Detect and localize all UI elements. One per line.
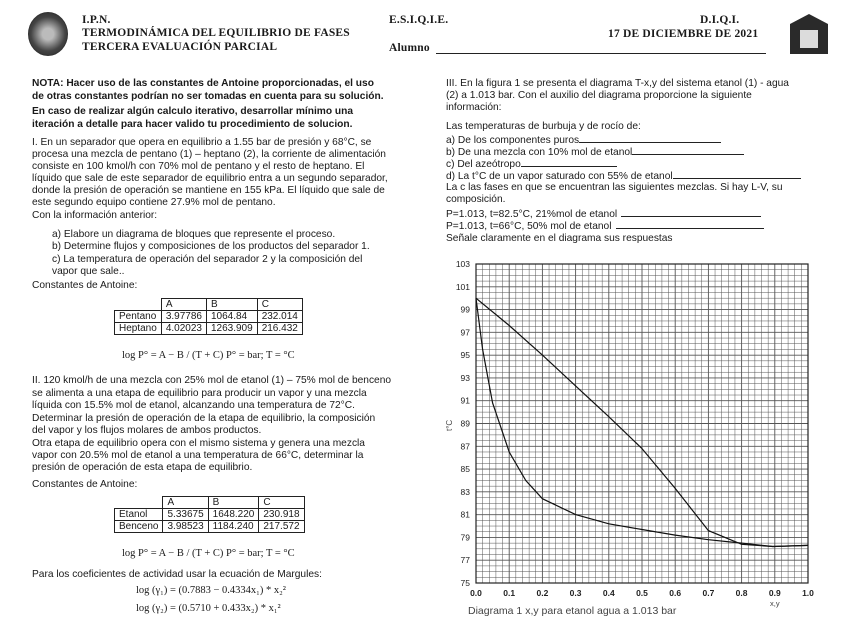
answer-blank[interactable] bbox=[616, 219, 764, 229]
y-tick-label: 77 bbox=[460, 555, 470, 566]
p3-line-3: información: bbox=[446, 102, 502, 113]
antoine-table-1 bbox=[114, 298, 303, 335]
table-cell: Heptano bbox=[115, 323, 162, 335]
table-cell: 217.572 bbox=[259, 521, 304, 533]
x-tick-label: 0.7 bbox=[702, 588, 715, 598]
p2-line-1: II. 120 kmol/h de una mezcla con 25% mol de etanol (1) – 75% mol de benceno bbox=[32, 375, 392, 386]
table-row bbox=[115, 509, 305, 521]
exam-date: 17 DE DICIEMBRE DE 2021 bbox=[608, 28, 759, 40]
answer-blank[interactable] bbox=[621, 207, 761, 217]
note-line-3: En caso de realizar algún calculo iterativo, desarrollar mínimo una bbox=[32, 106, 354, 117]
y-tick-label: 101 bbox=[455, 281, 470, 292]
y-tick-label: 87 bbox=[460, 441, 470, 452]
table-row bbox=[115, 311, 303, 323]
y-tick-label: 99 bbox=[460, 304, 470, 315]
table-cell: Pentano bbox=[115, 311, 162, 323]
p3-question-d: d) La t°C de un vapor saturado con 55% de etanol bbox=[446, 169, 801, 183]
table-cell: A bbox=[163, 497, 208, 509]
x-tick-label: 0.3 bbox=[569, 588, 582, 598]
p2-line-2: se alimenta a una etapa de equilibrio para producir un vapor y una mezcla bbox=[32, 388, 367, 399]
answer-blank[interactable] bbox=[521, 157, 617, 167]
table-row bbox=[115, 497, 305, 509]
x-tick-label: 0.9 bbox=[768, 588, 781, 598]
p1-line-4: líquido que sale de este separador de equilibrio entra a un segundo separador, bbox=[32, 173, 388, 184]
grid-major bbox=[476, 264, 808, 583]
y-tick-label: 81 bbox=[460, 509, 470, 520]
p3-question-c: c) Del azeótropo bbox=[446, 157, 617, 171]
alumno-line bbox=[436, 53, 766, 54]
table-cell: 1263.909 bbox=[206, 323, 257, 335]
p2-line-4: Determinar la presión de operación de la etapa de equilibrio, la composición bbox=[32, 413, 376, 424]
y-tick-label: 95 bbox=[460, 350, 470, 361]
p1-item-b: b) Determine flujos y composiciones de los productos del separador 1. bbox=[52, 241, 370, 252]
p2-constants-label: Constantes de Antoine: bbox=[32, 479, 138, 490]
p3-mix-2: P=1.013, t=66°C, 50% mol de etanol bbox=[446, 219, 764, 233]
table-cell: 216.432 bbox=[257, 323, 302, 335]
ipn-logo bbox=[28, 12, 68, 56]
y-tick-label: 91 bbox=[460, 395, 470, 406]
table-cell: Benceno bbox=[115, 521, 163, 533]
exam-title: TERCERA EVALUACIÓN PARCIAL bbox=[82, 41, 278, 53]
table-cell: 1648.220 bbox=[208, 509, 259, 521]
alumno-label: Alumno bbox=[389, 42, 430, 54]
x-tick-label: 0.5 bbox=[636, 588, 648, 598]
table-row bbox=[115, 299, 303, 311]
table-cell: C bbox=[259, 497, 304, 509]
y-tick-label: 103 bbox=[455, 259, 470, 269]
table-cell: 3.97786 bbox=[161, 311, 206, 323]
p3-question-a: a) De los componentes puros bbox=[446, 133, 721, 147]
x-tick-label: 0.1 bbox=[503, 588, 516, 598]
p1-line-7: Con la información anterior: bbox=[32, 210, 158, 221]
p1-line-2: procesa una mezcla de pentano (1) – heptano (2), la corriente de alimentación bbox=[32, 149, 386, 160]
x-tick-label: 0.8 bbox=[735, 588, 748, 598]
y-tick-label: 97 bbox=[460, 327, 470, 338]
y-tick-label: 85 bbox=[460, 464, 470, 475]
course-title: TERMODINÁMICA DEL EQUILIBRIO DE FASES bbox=[82, 27, 350, 39]
p2-line-6: Otra etapa de equilibrio opera con el mismo sistema y genera una mezcla bbox=[32, 438, 365, 449]
p1-line-6: este segundo equipo contiene 27.9% mol de pentano. bbox=[32, 197, 276, 208]
antoine-formula-1: log P° = A − B / (T + C) P° = bar; T = °C bbox=[122, 350, 295, 361]
y-tick-label: 93 bbox=[460, 372, 470, 383]
p1-item-a: a) Elabore un diagrama de bloques que represente el proceso. bbox=[52, 229, 336, 240]
p3-final-line: Señale claramente en el diagrama sus respuestas bbox=[446, 233, 673, 244]
y-tick-label: 75 bbox=[460, 578, 470, 588]
p2-line-8: presión de operación de esta etapa de equilibrio. bbox=[32, 462, 253, 473]
table-cell: 232.014 bbox=[257, 311, 302, 323]
p2-line-3: líquida con 15.5% mol de etanol, alcanzando una temperatura de 72°C. bbox=[32, 400, 355, 411]
x-tick-label: 0.2 bbox=[536, 588, 549, 598]
p1-line-5: donde la presión de operación se mantiene en 155 kPa. El líquido que sale de bbox=[32, 185, 385, 196]
chart-title: Diagrama 1 x,y para etanol agua a 1.013 bar bbox=[468, 605, 677, 617]
p1-constants-label: Constantes de Antoine: bbox=[32, 280, 138, 291]
y-tick-label: 83 bbox=[460, 486, 470, 497]
p1-item-c-cont: vapor que sale.. bbox=[52, 266, 125, 277]
p3-phases-line-1: La c las fases en que se encuentran las siguientes mezclas. Si hay L-V, su bbox=[446, 182, 783, 193]
table-cell: 5.33675 bbox=[163, 509, 208, 521]
p3-line-1: III. En la figura 1 se presenta el diagrama T-x,y del sistema etanol (1) - agua bbox=[446, 78, 789, 89]
antoine-formula-2: log P° = A − B / (T + C) P° = bar; T = °C bbox=[122, 548, 295, 559]
margules-eq-2: log (γ₂) = (0.5710 + 0.433x₂) * x₁² bbox=[136, 603, 281, 614]
y-tick-label: 79 bbox=[460, 532, 470, 543]
x-tick-label: 0.4 bbox=[602, 588, 615, 598]
p2-line-7: vapor con 20.5% mol de etanol a una temperatura de 66°C, determinar la bbox=[32, 450, 364, 461]
p3-line-2: (2) a 1.013 bar. Con el auxilio del diagrama proporcione la siguiente bbox=[446, 90, 752, 101]
answer-blank[interactable] bbox=[579, 133, 721, 143]
answer-blank[interactable] bbox=[632, 145, 744, 155]
p3-temps-label: Las temperaturas de burbuja y de rocío de: bbox=[446, 121, 641, 132]
table-cell: 4.02023 bbox=[161, 323, 206, 335]
table-cell: A bbox=[161, 299, 206, 311]
p1-item-c: c) La temperatura de operación del separador 2 y la composición del bbox=[52, 254, 363, 265]
p1-line-1: I. En un separador que opera en equilibrio a 1.55 bar de presión y 68°C, se bbox=[32, 137, 372, 148]
note-line-1: NOTA: Hacer uso de las constantes de Antoine proporcionadas, el uso bbox=[32, 78, 374, 89]
esiqie-logo-inner bbox=[800, 30, 818, 48]
note-line-4: iteración a detalle para hacer valido tu procedimiento de solucion. bbox=[32, 119, 353, 130]
table-row bbox=[115, 323, 303, 335]
table-cell: C bbox=[257, 299, 302, 311]
table-cell: B bbox=[208, 497, 259, 509]
x-tick-label: 0.0 bbox=[470, 588, 482, 598]
chart-xlabel: x,y bbox=[770, 599, 780, 608]
antoine-table-2 bbox=[114, 496, 305, 533]
table-cell: B bbox=[206, 299, 257, 311]
p2-line-5: del vapor y los flujos molares de ambos productos. bbox=[32, 425, 262, 436]
x-tick-label: 0.6 bbox=[669, 588, 682, 598]
p3-question-b: b) De una mezcla con 10% mol de etanol bbox=[446, 145, 744, 159]
table-cell: 3.98523 bbox=[163, 521, 208, 533]
txy-diagram bbox=[440, 252, 840, 632]
chart-ylabel: t°C bbox=[445, 419, 454, 431]
p3-mix-1: P=1.013, t=82.5°C, 21%mol de etanol bbox=[446, 207, 761, 221]
x-tick-label: 1.0 bbox=[802, 588, 814, 598]
y-tick-label: 89 bbox=[460, 418, 470, 429]
p3-phases-line-2: composición. bbox=[446, 194, 506, 205]
answer-blank[interactable] bbox=[673, 169, 801, 179]
table-cell: 1184.240 bbox=[208, 521, 259, 533]
ipn-label: I.P.N. bbox=[82, 14, 111, 26]
table-cell: 230.918 bbox=[259, 509, 304, 521]
note-line-2: de otras constantes podrían no ser tomadas en cuenta para su solución. bbox=[32, 91, 384, 102]
table-cell: Etanol bbox=[115, 509, 163, 521]
margules-eq-1: log (γ₁) = (0.7883 − 0.4334x₁) * x₂² bbox=[136, 585, 286, 596]
school-label: E.S.I.Q.I.E. bbox=[389, 14, 449, 26]
table-row bbox=[115, 521, 305, 533]
margules-label: Para los coeficientes de actividad usar la ecuación de Margules: bbox=[32, 569, 322, 580]
p1-line-3: consiste en 100 kmol/h con 70% mol de pentano y el resto de heptano. El bbox=[32, 161, 365, 172]
table-cell: 1064.84 bbox=[206, 311, 257, 323]
dept-label: D.I.Q.I. bbox=[700, 14, 740, 26]
